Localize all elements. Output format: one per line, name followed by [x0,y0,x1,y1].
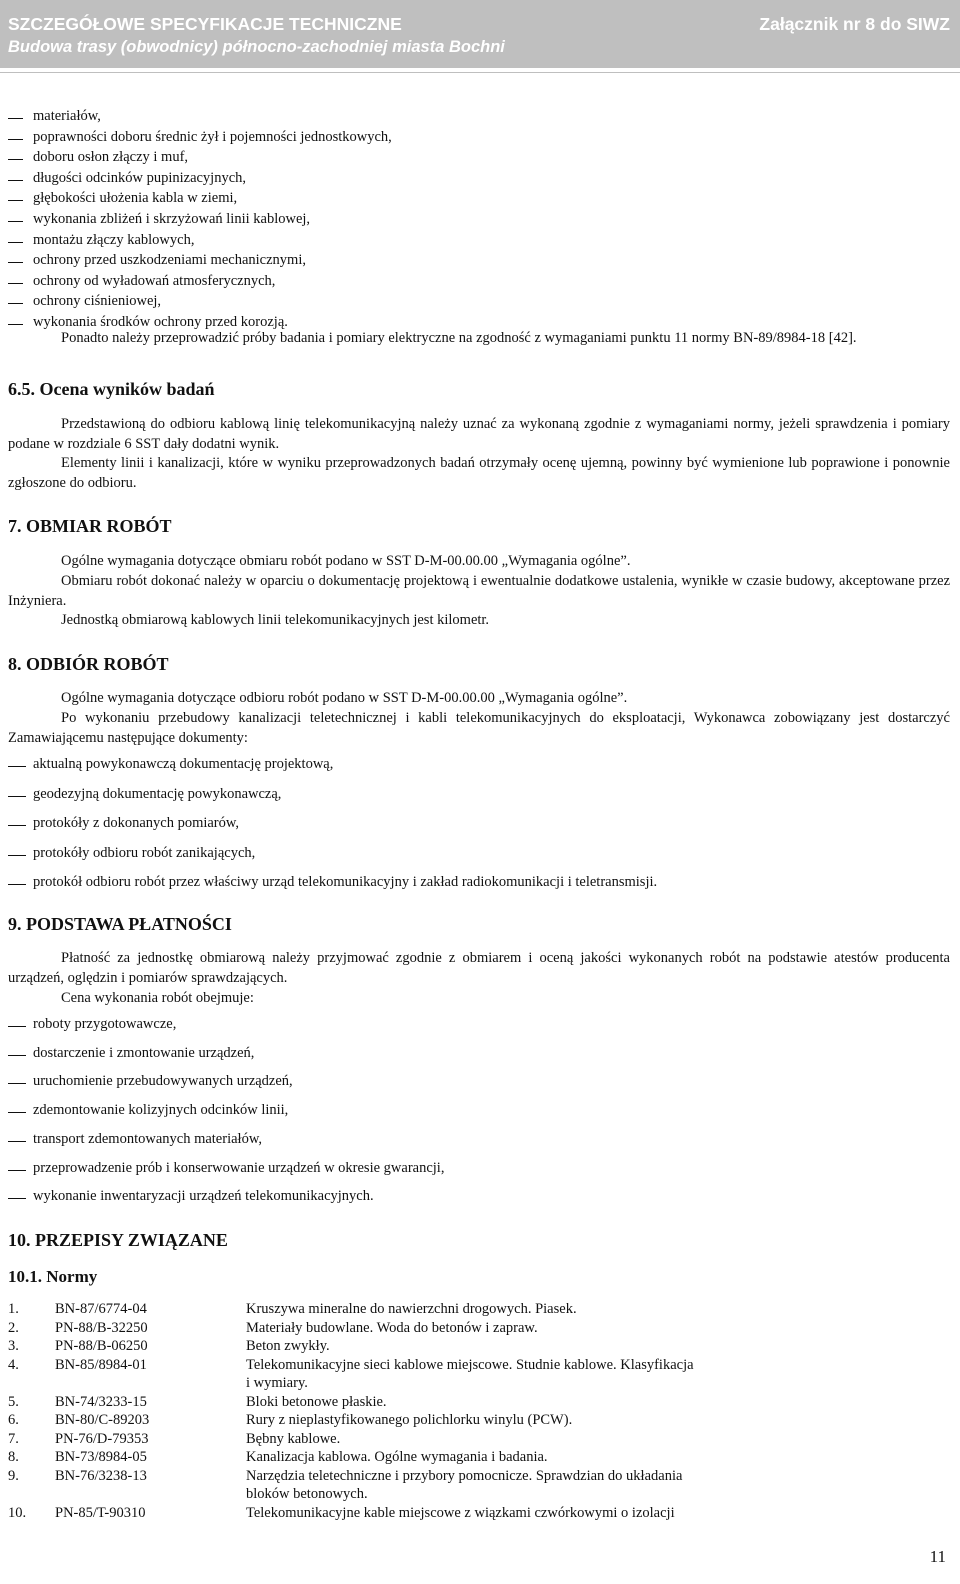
check-list-item: ochrony od wyładowań atmosferycznych, [33,272,276,289]
section-9-list-item: dostarczenie i zmontowanie urządzeń, [33,1044,255,1061]
norm-description: Bloki betonowe płaskie. [246,1393,387,1410]
section-8-p2: Po wykonaniu przebudowy kanalizacji teletechnicznej i kabli telekomunikacyjnych do eksploatacji, Wykonawca zobowiązany jest dostarczyć Zamawiającemu następujące dokumenty: [8,710,950,746]
section-8-p1: Ogólne wymagania dotyczące odbioru robót podano w SST D-M-00.00.00 „Wymagania ogólne”. [61,690,628,706]
section-9-list-dash-icon [8,1198,26,1199]
check-list-item: wykonania środków ochrony przed korozją. [33,314,288,330]
page-header [0,0,960,66]
section-9-p1: Płatność za jednostkę obmiarową należy przyjmować zgodnie z obmiarem i oceną jakości wykonanych robót na podstawie atestów producenta urządzeń, oględzin i pomiarów sprawdzających. [8,950,950,986]
norm-number: 9. [8,1467,19,1484]
check-list-item: ochrony przed uszkodzeniami mechanicznymi, [33,252,306,269]
section-9-list-item: uruchomienie przebudowywanych urządzeń, [33,1073,293,1090]
section-9-list-item: roboty przygotowawcze, [33,1016,177,1032]
section-8-list-dash-icon [8,855,26,856]
section-7-p1: Ogólne wymagania dotyczące obmiaru robót podano w SST D-M-00.00.00 „Wymagania ogólne”. [61,553,631,569]
header-rule [0,66,960,68]
check-list-item: głębokości ułożenia kabla w ziemi, [33,190,238,207]
section-8-list-item: geodezyjną dokumentację powykonawczą, [33,785,282,802]
section-9-list-dash-icon [8,1112,26,1113]
check-list-dash-icon [8,221,23,222]
section-9-p2: Cena wykonania robót obejmuje: [61,990,254,1006]
norm-number: 10. [8,1504,27,1521]
norm-description: i wymiary. [246,1375,308,1391]
section-9-list-item: przeprowadzenie prób i konserwowanie urządzeń w okresie gwarancji, [33,1159,445,1176]
section-9-list-dash-icon [8,1141,26,1142]
check-list-dash-icon [8,180,23,181]
header-rule-thin [0,72,960,73]
norm-code: BN-85/8984-01 [55,1356,147,1373]
section-6-5-p1: Przedstawioną do odbioru kablową linię telekomunikacyjną należy uznać za wykonaną zgodnie z wymaganiami normy, jeżeli sprawdzenia i pomiary podane w rozdziale 6 SST dały dodatni wynik. [8,416,950,452]
section-8-title: 8. ODBIÓR ROBÓT [8,654,169,674]
check-list-dash-icon [8,139,23,140]
section-8-list-item: protokóły odbioru robót zanikających, [33,844,256,861]
section-9-list-item: zdemontowanie kolizyjnych odcinków linii, [33,1102,289,1119]
section-9-list-dash-icon [8,1055,26,1056]
section-8-list-dash-icon [8,825,26,826]
header-title: SZCZEGÓŁOWE SPECYFIKACJE TECHNICZNE [8,14,402,34]
check-list-item: poprawności doboru średnic żył i pojemności jednostkowych, [33,128,392,145]
norm-code: BN-87/6774-04 [55,1301,147,1317]
norm-description: Telekomunikacyjne sieci kablowe miejscowe. Studnie kablowe. Klasyfikacja [246,1356,694,1373]
norm-description: Telekomunikacyjne kable miejscowe z wiązkami czwórkowymi o izolacji [246,1504,675,1521]
header-attachment: Załącznik nr 8 do SIWZ [759,14,950,34]
norm-code: PN-88/B-32250 [55,1319,148,1336]
norm-description: Kruszywa mineralne do nawierzchni drogowych. Piasek. [246,1301,577,1317]
section-6-5-p2: Elementy linii i kanalizacji, które w wyniku przeprowadzonych badań otrzymały ocenę ujemną, powinny być wymienione lub poprawione i ponownie zgłoszone do odbioru. [8,455,950,491]
check-list-dash-icon [8,159,23,160]
section-8-list-dash-icon [8,766,26,767]
section-8-list-dash-icon [8,796,26,797]
norm-description: Narzędzia teletechniczne i przybory pomocnicze. Sprawdzian do układania [246,1467,683,1484]
norm-number: 3. [8,1338,19,1354]
section-6-5-title: 6.5. Ocena wyników badań [8,379,215,399]
norm-number: 5. [8,1393,19,1410]
check-list-dash-icon [8,303,23,304]
norm-code: BN-76/3238-13 [55,1467,147,1484]
norm-description: Kanalizacja kablowa. Ogólne wymagania i badania. [246,1449,548,1465]
norm-description: bloków betonowych. [246,1486,368,1502]
section-8-list-item: aktualną powykonawczą dokumentację projektową, [33,756,334,772]
check-list-item: montażu złączy kablowych, [33,231,195,248]
section-8-list-item: protokóły z dokonanych pomiarów, [33,815,240,832]
norm-number: 6. [8,1412,19,1428]
check-list-dash-icon [8,262,23,263]
check-list-dash-icon [8,118,23,119]
check-list-item: długości odcinków pupinizacyjnych, [33,169,247,186]
section-9-list-dash-icon [8,1083,26,1084]
norm-number: 1. [8,1301,19,1317]
section-9-list-dash-icon [8,1026,26,1027]
section-10-title: 10. PRZEPISY ZWIĄZANE [8,1230,228,1250]
norm-number: 2. [8,1319,19,1336]
section-7-p3: Jednostką obmiarową kablowych linii telekomunikacyjnych jest kilometr. [61,612,490,628]
header-subtitle: Budowa trasy (obwodnicy) północno-zachodniej miasta Bochni [8,38,505,56]
norm-number: 4. [8,1356,19,1373]
check-list-item: materiałów, [33,108,101,124]
check-list-dash-icon [8,200,23,201]
section-8-list-item: protokół odbioru robót przez właściwy urząd telekomunikacyjny i zakład radiokomunikacji i teletransmisji. [33,874,658,891]
page-number: 11 [929,1547,946,1566]
check-list-dash-icon [8,242,23,243]
norm-number: 7. [8,1430,19,1447]
norm-description: Bębny kablowe. [246,1430,341,1447]
section-9-list-item: transport zdemontowanych materiałów, [33,1130,262,1147]
norm-description: Rury z nieplastyfikowanego polichlorku winylu (PCW). [246,1412,573,1428]
section-10-1-title: 10.1. Normy [8,1267,98,1286]
norm-number: 8. [8,1449,19,1465]
section-8-list-dash-icon [8,884,26,885]
check-list-dash-icon [8,283,23,284]
norm-description: Materiały budowlane. Woda do betonów i zapraw. [246,1319,538,1336]
norm-code: BN-73/8984-05 [55,1449,147,1465]
check-list-item: ochrony ciśnieniowej, [33,293,162,310]
section-9-title: 9. PODSTAWA PŁATNOŚCI [8,914,232,934]
section-9-list-item: wykonanie inwentaryzacji urządzeń telekomunikacyjnych. [33,1188,374,1205]
norm-code: BN-80/C-89203 [55,1412,150,1428]
norm-code: PN-88/B-06250 [55,1338,148,1354]
check-paragraph: Ponadto należy przeprowadzić próby badania i pomiary elektryczne na zgodność z wymaganiami punktu 11 normy BN-89/8984-18 [42]. [61,330,857,346]
check-list-dash-icon [8,324,23,325]
norm-code: PN-76/D-79353 [55,1430,149,1447]
check-list-item: wykonania zbliżeń i skrzyżowań linii kablowej, [33,211,311,227]
norm-code: BN-74/3233-15 [55,1393,147,1410]
norm-description: Beton zwykły. [246,1338,330,1354]
check-list-item: doboru osłon złączy i muf, [33,149,189,166]
section-7-title: 7. OBMIAR ROBÓT [8,516,172,536]
section-7-p2: Obmiaru robót dokonać należy w oparciu o dokumentację projektową i ewentualnie dodatkowe ustalenia, wynikłe w czasie budowy, akceptowane przez Inżyniera. [8,573,950,609]
section-9-list-dash-icon [8,1170,26,1171]
norm-code: PN-85/T-90310 [55,1504,146,1521]
